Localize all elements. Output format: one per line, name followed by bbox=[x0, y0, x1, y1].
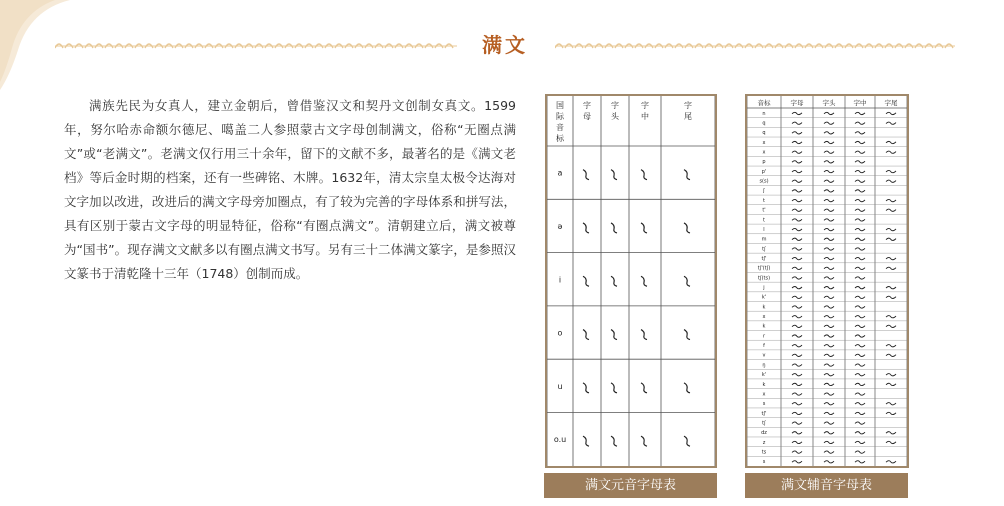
left-ornament bbox=[55, 41, 457, 51]
consonant-ipa: dz bbox=[761, 430, 767, 437]
consonant-ipa: x bbox=[762, 139, 766, 146]
section-header bbox=[55, 28, 955, 62]
consonant-ipa: s(s) bbox=[759, 178, 769, 185]
vowel-ipa: u bbox=[557, 381, 563, 391]
consonant-ipa: k bbox=[762, 304, 766, 311]
consonant-ipa: t' bbox=[762, 207, 766, 214]
vowel-header-char: 际 bbox=[556, 112, 564, 121]
consonant-header: 字头 bbox=[822, 99, 836, 107]
vowel-header-char: 标 bbox=[556, 134, 564, 143]
vowel-table-image[interactable] bbox=[545, 94, 717, 468]
consonant-ipa: ts bbox=[761, 449, 767, 456]
consonant-table-image[interactable] bbox=[745, 94, 909, 468]
consonant-ipa: p' bbox=[761, 168, 767, 175]
consonant-ipa: k' bbox=[761, 372, 767, 379]
vowel-ipa: a bbox=[557, 168, 563, 178]
section-title: 满文 bbox=[482, 33, 528, 57]
vowel-header-char: 音 bbox=[556, 123, 564, 132]
consonant-ipa: tʃ bbox=[762, 420, 766, 427]
consonant-ipa: z bbox=[762, 439, 766, 446]
consonant-ipa: s bbox=[762, 401, 766, 408]
vowel-table-graphic bbox=[547, 96, 715, 466]
vowel-header-char: 字 bbox=[641, 101, 649, 110]
consonant-table-caption[interactable]: 满文辅音字母表 bbox=[745, 473, 908, 498]
consonant-ipa: tʃ' bbox=[761, 255, 767, 262]
consonant-ipa: f bbox=[763, 343, 765, 350]
vowel-header-char: 字 bbox=[583, 101, 591, 110]
vowel-header-char: 头 bbox=[611, 112, 619, 121]
right-ornament bbox=[555, 41, 955, 51]
consonant-table-graphic bbox=[747, 96, 907, 466]
consonant-ipa: ʃ bbox=[763, 188, 765, 195]
vowel-header-char: 尾 bbox=[684, 112, 692, 121]
vowel-ipa: ə bbox=[557, 221, 563, 231]
vowel-ipa: i bbox=[558, 275, 562, 285]
consonant-ipa: t bbox=[763, 197, 765, 204]
consonant-ipa: j bbox=[763, 285, 765, 291]
vowel-header-char: 字 bbox=[684, 101, 692, 110]
vowel-table-caption[interactable]: 满文元音字母表 bbox=[544, 473, 717, 498]
consonant-ipa: x bbox=[762, 149, 766, 156]
consonant-ipa: ŋ bbox=[762, 362, 766, 369]
consonant-ipa: r bbox=[762, 333, 766, 340]
vowel-ipa: o.u bbox=[553, 435, 567, 445]
consonant-header: 字中 bbox=[853, 99, 867, 107]
consonant-ipa: p bbox=[762, 159, 766, 166]
vowel-header-char: 字 bbox=[611, 101, 619, 110]
consonant-ipa: v bbox=[762, 352, 766, 359]
consonant-ipa: tʃ' bbox=[761, 410, 767, 417]
consonant-ipa: q bbox=[762, 120, 766, 127]
vowel-header-char: 母 bbox=[583, 112, 591, 121]
consonant-ipa: q bbox=[762, 130, 766, 137]
consonant-ipa: tʃ(ts) bbox=[757, 275, 771, 282]
vowel-header-char: 国 bbox=[556, 101, 564, 110]
consonant-ipa: k bbox=[762, 381, 766, 388]
consonant-header: 字尾 bbox=[884, 99, 898, 107]
consonant-ipa: x bbox=[762, 314, 766, 321]
consonant-ipa: k bbox=[762, 323, 766, 330]
consonant-ipa: n bbox=[762, 110, 766, 117]
consonant-header: 音标 bbox=[757, 99, 771, 107]
vowel-header-char: 中 bbox=[641, 112, 649, 121]
consonant-ipa: tʃ'(tʃ) bbox=[757, 265, 771, 272]
consonant-ipa: x bbox=[762, 391, 766, 398]
vowel-ipa: o bbox=[557, 328, 563, 338]
consonant-ipa: m bbox=[761, 236, 767, 243]
consonant-ipa: tʃ bbox=[762, 246, 766, 253]
article-paragraph: 满族先民为女真人，建立金朝后，曾借鉴汉文和契丹文创制女真文。1599年，努尔哈赤命额尔德尼、噶盖二人参照蒙古文字母创制满文，俗称“无圈点满文”或“老满文”。老满文仅行用三十余年，留下的文献不多，最著名的是《满文老档》等后金时期的档案，还有一些碑铭、木牌。1632年，清太宗皇太极令达海对文字加以改进，改进后的满文字母旁加圈点，有了较为完善的字母体系和拼写法，具有区别于蒙古文字母的明显特征，俗称“有圈点满文”。清朝建立后，满文被尊为“国书”。现存满文文献多以有圈点满文书写。另有三十二体满文篆字，是参照汉文篆书于清乾隆十三年（1748）创制而成。 bbox=[64, 98, 516, 281]
consonant-header: 字母 bbox=[790, 99, 804, 107]
consonant-ipa: k' bbox=[761, 294, 767, 301]
consonant-ipa: s bbox=[762, 459, 766, 466]
consonant-ipa: t bbox=[763, 217, 765, 224]
consonant-ipa: l bbox=[763, 226, 765, 233]
